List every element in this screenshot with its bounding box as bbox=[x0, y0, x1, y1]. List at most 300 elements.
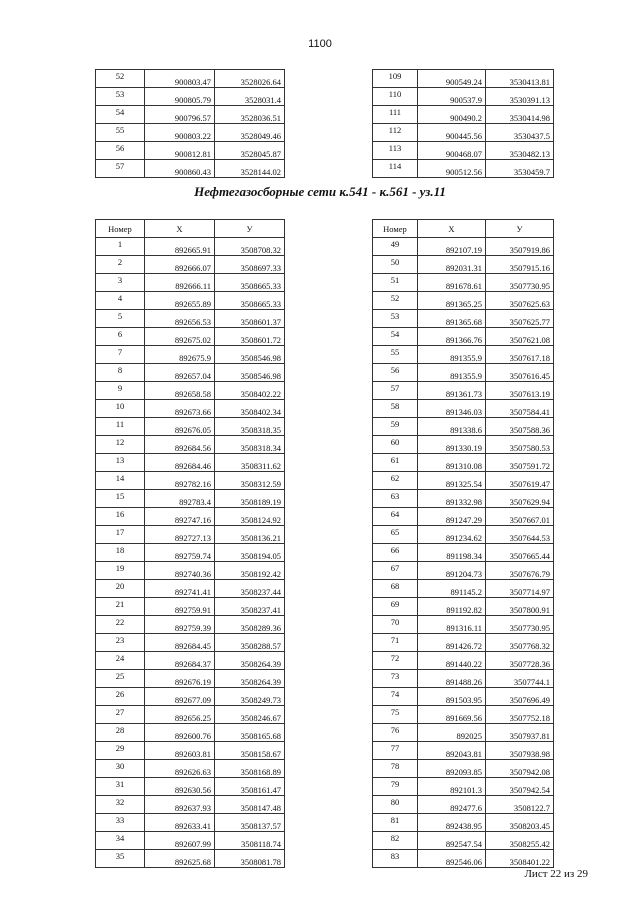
table-row bbox=[96, 472, 285, 490]
point-number: 27 bbox=[96, 706, 145, 724]
coord-y: 3508189.19 bbox=[215, 490, 285, 508]
coord-x: 892093.85 bbox=[418, 760, 486, 778]
point-number: 11 bbox=[96, 418, 145, 436]
point-number: 54 bbox=[373, 328, 418, 346]
point-number: 82 bbox=[373, 832, 418, 850]
header-x: X bbox=[418, 220, 486, 238]
point-number: 111 bbox=[373, 106, 418, 124]
point-number: 51 bbox=[373, 274, 418, 292]
coord-x: 891426.72 bbox=[418, 634, 486, 652]
coord-x: 892740.36 bbox=[145, 562, 215, 580]
coord-y: 3507584.41 bbox=[486, 400, 554, 418]
coord-x: 900490.2 bbox=[418, 106, 486, 124]
coord-x: 892673.66 bbox=[145, 400, 215, 418]
point-number: 114 bbox=[373, 160, 418, 178]
coord-x: 892665.91 bbox=[145, 238, 215, 256]
point-number: 55 bbox=[96, 124, 145, 142]
point-number: 83 bbox=[373, 850, 418, 868]
table-row bbox=[373, 814, 554, 832]
coord-x: 891332.98 bbox=[418, 490, 486, 508]
point-number: 52 bbox=[373, 292, 418, 310]
coord-x: 891192.82 bbox=[418, 598, 486, 616]
point-number: 5 bbox=[96, 310, 145, 328]
table-row bbox=[96, 832, 285, 850]
table-row bbox=[96, 142, 285, 160]
point-number: 14 bbox=[96, 472, 145, 490]
table-row bbox=[373, 778, 554, 796]
coord-y: 3508122.7 bbox=[486, 796, 554, 814]
table-row bbox=[96, 670, 285, 688]
coord-x: 892684.37 bbox=[145, 652, 215, 670]
point-number: 55 bbox=[373, 346, 418, 364]
point-number: 23 bbox=[96, 634, 145, 652]
table-row bbox=[96, 706, 285, 724]
table-row bbox=[373, 688, 554, 706]
point-number: 78 bbox=[373, 760, 418, 778]
coord-x: 892677.09 bbox=[145, 688, 215, 706]
point-number: 31 bbox=[96, 778, 145, 796]
point-number: 67 bbox=[373, 562, 418, 580]
coord-x: 892747.16 bbox=[145, 508, 215, 526]
coord-x: 891310.08 bbox=[418, 454, 486, 472]
coord-y: 3507942.08 bbox=[486, 760, 554, 778]
header-row bbox=[96, 220, 285, 238]
table-row bbox=[373, 490, 554, 508]
point-number: 110 bbox=[373, 88, 418, 106]
coord-y: 3508255.42 bbox=[486, 832, 554, 850]
point-number: 21 bbox=[96, 598, 145, 616]
coord-x: 892656.25 bbox=[145, 706, 215, 724]
coord-x: 900445.56 bbox=[418, 124, 486, 142]
coord-y: 3530414.98 bbox=[486, 106, 554, 124]
table-row bbox=[96, 106, 285, 124]
coord-y: 3530437.5 bbox=[486, 124, 554, 142]
coord-y: 3507915.16 bbox=[486, 256, 554, 274]
point-number: 53 bbox=[96, 88, 145, 106]
point-number: 6 bbox=[96, 328, 145, 346]
coord-y: 3508203.45 bbox=[486, 814, 554, 832]
coord-x: 892741.41 bbox=[145, 580, 215, 598]
coord-x: 900796.57 bbox=[145, 106, 215, 124]
table-row bbox=[373, 382, 554, 400]
point-number: 3 bbox=[96, 274, 145, 292]
coord-y: 3530413.81 bbox=[486, 70, 554, 88]
coord-x: 892657.04 bbox=[145, 364, 215, 382]
coord-x: 892477.6 bbox=[418, 796, 486, 814]
point-number: 34 bbox=[96, 832, 145, 850]
header-y: У bbox=[215, 220, 285, 238]
sheet-footer: Лист 22 из 29 bbox=[524, 868, 588, 880]
coord-y: 3507616.45 bbox=[486, 364, 554, 382]
table-row bbox=[373, 400, 554, 418]
point-number: 18 bbox=[96, 544, 145, 562]
coord-y: 3508311.62 bbox=[215, 454, 285, 472]
coord-y: 3508081.78 bbox=[215, 850, 285, 868]
coord-y: 3507768.32 bbox=[486, 634, 554, 652]
table-row bbox=[96, 328, 285, 346]
table-row bbox=[373, 256, 554, 274]
coord-y: 3508237.41 bbox=[215, 598, 285, 616]
point-number: 112 bbox=[373, 124, 418, 142]
point-number: 79 bbox=[373, 778, 418, 796]
coord-y: 3508249.73 bbox=[215, 688, 285, 706]
coord-x: 892656.53 bbox=[145, 310, 215, 328]
table-row bbox=[96, 364, 285, 382]
point-number: 15 bbox=[96, 490, 145, 508]
coord-x: 892438.95 bbox=[418, 814, 486, 832]
table-row bbox=[373, 508, 554, 526]
point-number: 12 bbox=[96, 436, 145, 454]
coord-y: 3508697.33 bbox=[215, 256, 285, 274]
table-row bbox=[96, 742, 285, 760]
point-number: 73 bbox=[373, 670, 418, 688]
table-row bbox=[373, 70, 554, 88]
point-number: 65 bbox=[373, 526, 418, 544]
table-row bbox=[96, 760, 285, 778]
coord-y: 3508165.68 bbox=[215, 724, 285, 742]
point-number: 74 bbox=[373, 688, 418, 706]
coord-y: 3508601.37 bbox=[215, 310, 285, 328]
coord-x: 891145.2 bbox=[418, 580, 486, 598]
coord-y: 3508665.33 bbox=[215, 292, 285, 310]
coord-x: 892666.07 bbox=[145, 256, 215, 274]
table-row bbox=[373, 106, 554, 124]
coord-x: 900860.43 bbox=[145, 160, 215, 178]
table-row bbox=[373, 598, 554, 616]
coord-y: 3507625.77 bbox=[486, 310, 554, 328]
table-row bbox=[96, 382, 285, 400]
point-number: 72 bbox=[373, 652, 418, 670]
table-row bbox=[96, 274, 285, 292]
coord-x: 900803.47 bbox=[145, 70, 215, 88]
coord-y: 3507591.72 bbox=[486, 454, 554, 472]
coord-y: 3508312.59 bbox=[215, 472, 285, 490]
table-row bbox=[96, 724, 285, 742]
table-row bbox=[373, 436, 554, 454]
table-row bbox=[96, 88, 285, 106]
coord-x: 892675.02 bbox=[145, 328, 215, 346]
point-number: 33 bbox=[96, 814, 145, 832]
coord-y: 3508136.21 bbox=[215, 526, 285, 544]
point-number: 20 bbox=[96, 580, 145, 598]
point-number: 8 bbox=[96, 364, 145, 382]
coord-y: 3508168.89 bbox=[215, 760, 285, 778]
point-number: 25 bbox=[96, 670, 145, 688]
table-row bbox=[96, 580, 285, 598]
coord-y: 3507937.81 bbox=[486, 724, 554, 742]
coord-x: 891355.9 bbox=[418, 364, 486, 382]
point-number: 62 bbox=[373, 472, 418, 490]
table-row bbox=[373, 310, 554, 328]
table-row bbox=[373, 652, 554, 670]
point-number: 26 bbox=[96, 688, 145, 706]
table-row bbox=[373, 562, 554, 580]
coord-x: 891366.76 bbox=[418, 328, 486, 346]
point-number: 68 bbox=[373, 580, 418, 598]
table-row bbox=[373, 238, 554, 256]
coord-x: 891669.56 bbox=[418, 706, 486, 724]
point-number: 113 bbox=[373, 142, 418, 160]
coord-x: 892783.4 bbox=[145, 490, 215, 508]
coord-x: 891325.54 bbox=[418, 472, 486, 490]
coord-x: 891338.6 bbox=[418, 418, 486, 436]
coord-x: 891365.68 bbox=[418, 310, 486, 328]
coord-x: 900805.79 bbox=[145, 88, 215, 106]
table-row bbox=[373, 346, 554, 364]
point-number: 76 bbox=[373, 724, 418, 742]
coord-y: 3508264.39 bbox=[215, 652, 285, 670]
table-row bbox=[96, 544, 285, 562]
point-number: 32 bbox=[96, 796, 145, 814]
coord-y: 3508237.44 bbox=[215, 580, 285, 598]
coord-y: 3508118.74 bbox=[215, 832, 285, 850]
table-row bbox=[96, 436, 285, 454]
coord-x: 892107.19 bbox=[418, 238, 486, 256]
coord-x: 892676.19 bbox=[145, 670, 215, 688]
point-number: 28 bbox=[96, 724, 145, 742]
coord-y: 3528026.64 bbox=[215, 70, 285, 88]
coord-y: 3508546.98 bbox=[215, 346, 285, 364]
coord-x: 900549.24 bbox=[418, 70, 486, 88]
point-number: 19 bbox=[96, 562, 145, 580]
table-row bbox=[96, 508, 285, 526]
table-row bbox=[96, 124, 285, 142]
coord-y: 3508708.32 bbox=[215, 238, 285, 256]
table-row bbox=[96, 238, 285, 256]
table-row bbox=[373, 616, 554, 634]
coord-x: 891247.29 bbox=[418, 508, 486, 526]
coord-x: 892676.05 bbox=[145, 418, 215, 436]
point-number: 52 bbox=[96, 70, 145, 88]
coord-y: 3507730.95 bbox=[486, 616, 554, 634]
coord-x: 892684.46 bbox=[145, 454, 215, 472]
table-row bbox=[96, 400, 285, 418]
coord-y: 3508124.92 bbox=[215, 508, 285, 526]
point-number: 109 bbox=[373, 70, 418, 88]
coord-y: 3508137.57 bbox=[215, 814, 285, 832]
coord-y: 3507938.98 bbox=[486, 742, 554, 760]
table-main-left bbox=[95, 219, 285, 868]
point-number: 77 bbox=[373, 742, 418, 760]
section-title: Нефтегазосборные сети к.541 - к.561 - уз.11 bbox=[194, 184, 446, 199]
coord-y: 3508318.34 bbox=[215, 436, 285, 454]
coord-y: 3507696.49 bbox=[486, 688, 554, 706]
table-row bbox=[96, 796, 285, 814]
coord-y: 3528031.4 bbox=[215, 88, 285, 106]
point-number: 63 bbox=[373, 490, 418, 508]
coord-y: 3507580.53 bbox=[486, 436, 554, 454]
coord-y: 3530391.13 bbox=[486, 88, 554, 106]
coord-x: 892637.93 bbox=[145, 796, 215, 814]
coord-x: 891198.34 bbox=[418, 544, 486, 562]
coord-x: 891204.73 bbox=[418, 562, 486, 580]
point-number: 71 bbox=[373, 634, 418, 652]
coord-x: 892630.56 bbox=[145, 778, 215, 796]
coord-y: 3528045.87 bbox=[215, 142, 285, 160]
coord-x: 892603.81 bbox=[145, 742, 215, 760]
point-number: 66 bbox=[373, 544, 418, 562]
coord-y: 3508161.47 bbox=[215, 778, 285, 796]
coord-x: 892658.58 bbox=[145, 382, 215, 400]
coord-x: 900468.07 bbox=[418, 142, 486, 160]
table-top-right bbox=[372, 69, 554, 178]
coord-y: 3508601.72 bbox=[215, 328, 285, 346]
coord-y: 3508264.39 bbox=[215, 670, 285, 688]
coord-x: 892684.45 bbox=[145, 634, 215, 652]
header-row bbox=[373, 220, 554, 238]
table-row bbox=[373, 418, 554, 436]
header-num: Номер bbox=[373, 220, 418, 238]
point-number: 50 bbox=[373, 256, 418, 274]
point-number: 56 bbox=[96, 142, 145, 160]
coord-x: 892759.39 bbox=[145, 616, 215, 634]
table-row bbox=[96, 292, 285, 310]
coord-x: 892782.16 bbox=[145, 472, 215, 490]
table-row bbox=[96, 346, 285, 364]
table-row bbox=[373, 454, 554, 472]
point-number: 35 bbox=[96, 850, 145, 868]
point-number: 60 bbox=[373, 436, 418, 454]
point-number: 54 bbox=[96, 106, 145, 124]
table-row bbox=[373, 544, 554, 562]
coord-x: 891346.03 bbox=[418, 400, 486, 418]
point-number: 61 bbox=[373, 454, 418, 472]
point-number: 10 bbox=[96, 400, 145, 418]
point-number: 64 bbox=[373, 508, 418, 526]
table-row bbox=[373, 706, 554, 724]
table-row bbox=[96, 526, 285, 544]
point-number: 69 bbox=[373, 598, 418, 616]
coord-y: 3530482.13 bbox=[486, 142, 554, 160]
coord-x: 892633.41 bbox=[145, 814, 215, 832]
coord-y: 3507625.63 bbox=[486, 292, 554, 310]
point-number: 17 bbox=[96, 526, 145, 544]
coord-y: 3507617.18 bbox=[486, 346, 554, 364]
coord-x: 900803.22 bbox=[145, 124, 215, 142]
table-row bbox=[96, 418, 285, 436]
point-number: 56 bbox=[373, 364, 418, 382]
table-row bbox=[373, 724, 554, 742]
coord-y: 3507728.36 bbox=[486, 652, 554, 670]
point-number: 7 bbox=[96, 346, 145, 364]
coord-x: 891316.11 bbox=[418, 616, 486, 634]
coord-y: 3508402.34 bbox=[215, 400, 285, 418]
table-row bbox=[96, 634, 285, 652]
point-number: 49 bbox=[373, 238, 418, 256]
coord-y: 3508246.67 bbox=[215, 706, 285, 724]
table-row bbox=[96, 778, 285, 796]
table-row bbox=[96, 562, 285, 580]
coord-y: 3528144.02 bbox=[215, 160, 285, 178]
coord-x: 892626.63 bbox=[145, 760, 215, 778]
point-number: 16 bbox=[96, 508, 145, 526]
coord-x: 900812.81 bbox=[145, 142, 215, 160]
table-row bbox=[373, 796, 554, 814]
coord-x: 891234.62 bbox=[418, 526, 486, 544]
table-main-right bbox=[372, 219, 554, 868]
table-row bbox=[96, 490, 285, 508]
table-row bbox=[373, 88, 554, 106]
coord-x: 892025 bbox=[418, 724, 486, 742]
coord-y: 3507621.08 bbox=[486, 328, 554, 346]
coord-y: 3507676.79 bbox=[486, 562, 554, 580]
table-row bbox=[96, 652, 285, 670]
header-y: У bbox=[486, 220, 554, 238]
page-number: 1100 bbox=[308, 38, 332, 50]
coord-y: 3508401.22 bbox=[486, 850, 554, 868]
point-number: 2 bbox=[96, 256, 145, 274]
coord-y: 3507619.47 bbox=[486, 472, 554, 490]
point-number: 57 bbox=[96, 160, 145, 178]
table-row bbox=[96, 850, 285, 868]
coord-y: 3528049.46 bbox=[215, 124, 285, 142]
coord-y: 3508546.98 bbox=[215, 364, 285, 382]
coord-x: 892607.99 bbox=[145, 832, 215, 850]
coord-x: 891440.22 bbox=[418, 652, 486, 670]
table-row bbox=[373, 742, 554, 760]
point-number: 75 bbox=[373, 706, 418, 724]
coord-x: 900537.9 bbox=[418, 88, 486, 106]
coord-x: 892684.56 bbox=[145, 436, 215, 454]
header-x: X bbox=[145, 220, 215, 238]
table-row bbox=[96, 814, 285, 832]
coord-x: 892547.54 bbox=[418, 832, 486, 850]
table-row bbox=[373, 850, 554, 868]
table-row bbox=[96, 688, 285, 706]
table-row bbox=[96, 310, 285, 328]
point-number: 13 bbox=[96, 454, 145, 472]
table-row bbox=[373, 160, 554, 178]
coord-x: 891330.19 bbox=[418, 436, 486, 454]
coord-x: 892666.11 bbox=[145, 274, 215, 292]
table-row bbox=[373, 124, 554, 142]
point-number: 58 bbox=[373, 400, 418, 418]
coord-y: 3508194.05 bbox=[215, 544, 285, 562]
table-row bbox=[373, 634, 554, 652]
coord-y: 3507665.44 bbox=[486, 544, 554, 562]
coord-y: 3507730.95 bbox=[486, 274, 554, 292]
coord-y: 3507800.91 bbox=[486, 598, 554, 616]
table-row bbox=[373, 142, 554, 160]
coord-y: 3508192.42 bbox=[215, 562, 285, 580]
point-number: 70 bbox=[373, 616, 418, 634]
point-number: 22 bbox=[96, 616, 145, 634]
coord-y: 3508158.67 bbox=[215, 742, 285, 760]
table-row bbox=[373, 670, 554, 688]
coord-x: 892600.76 bbox=[145, 724, 215, 742]
coord-x: 892655.89 bbox=[145, 292, 215, 310]
point-number: 81 bbox=[373, 814, 418, 832]
coord-y: 3508402.22 bbox=[215, 382, 285, 400]
coord-y: 3507629.94 bbox=[486, 490, 554, 508]
coord-y: 3507752.18 bbox=[486, 706, 554, 724]
coord-y: 3507942.54 bbox=[486, 778, 554, 796]
point-number: 30 bbox=[96, 760, 145, 778]
point-number: 80 bbox=[373, 796, 418, 814]
coord-y: 3508288.57 bbox=[215, 634, 285, 652]
coord-y: 3507588.36 bbox=[486, 418, 554, 436]
table-row bbox=[96, 256, 285, 274]
coord-x: 891488.26 bbox=[418, 670, 486, 688]
coord-y: 3528036.51 bbox=[215, 106, 285, 124]
point-number: 4 bbox=[96, 292, 145, 310]
coord-x: 891365.25 bbox=[418, 292, 486, 310]
table-row bbox=[96, 598, 285, 616]
table-row bbox=[96, 454, 285, 472]
coord-y: 3508665.33 bbox=[215, 274, 285, 292]
coord-y: 3530459.7 bbox=[486, 160, 554, 178]
table-row bbox=[373, 472, 554, 490]
